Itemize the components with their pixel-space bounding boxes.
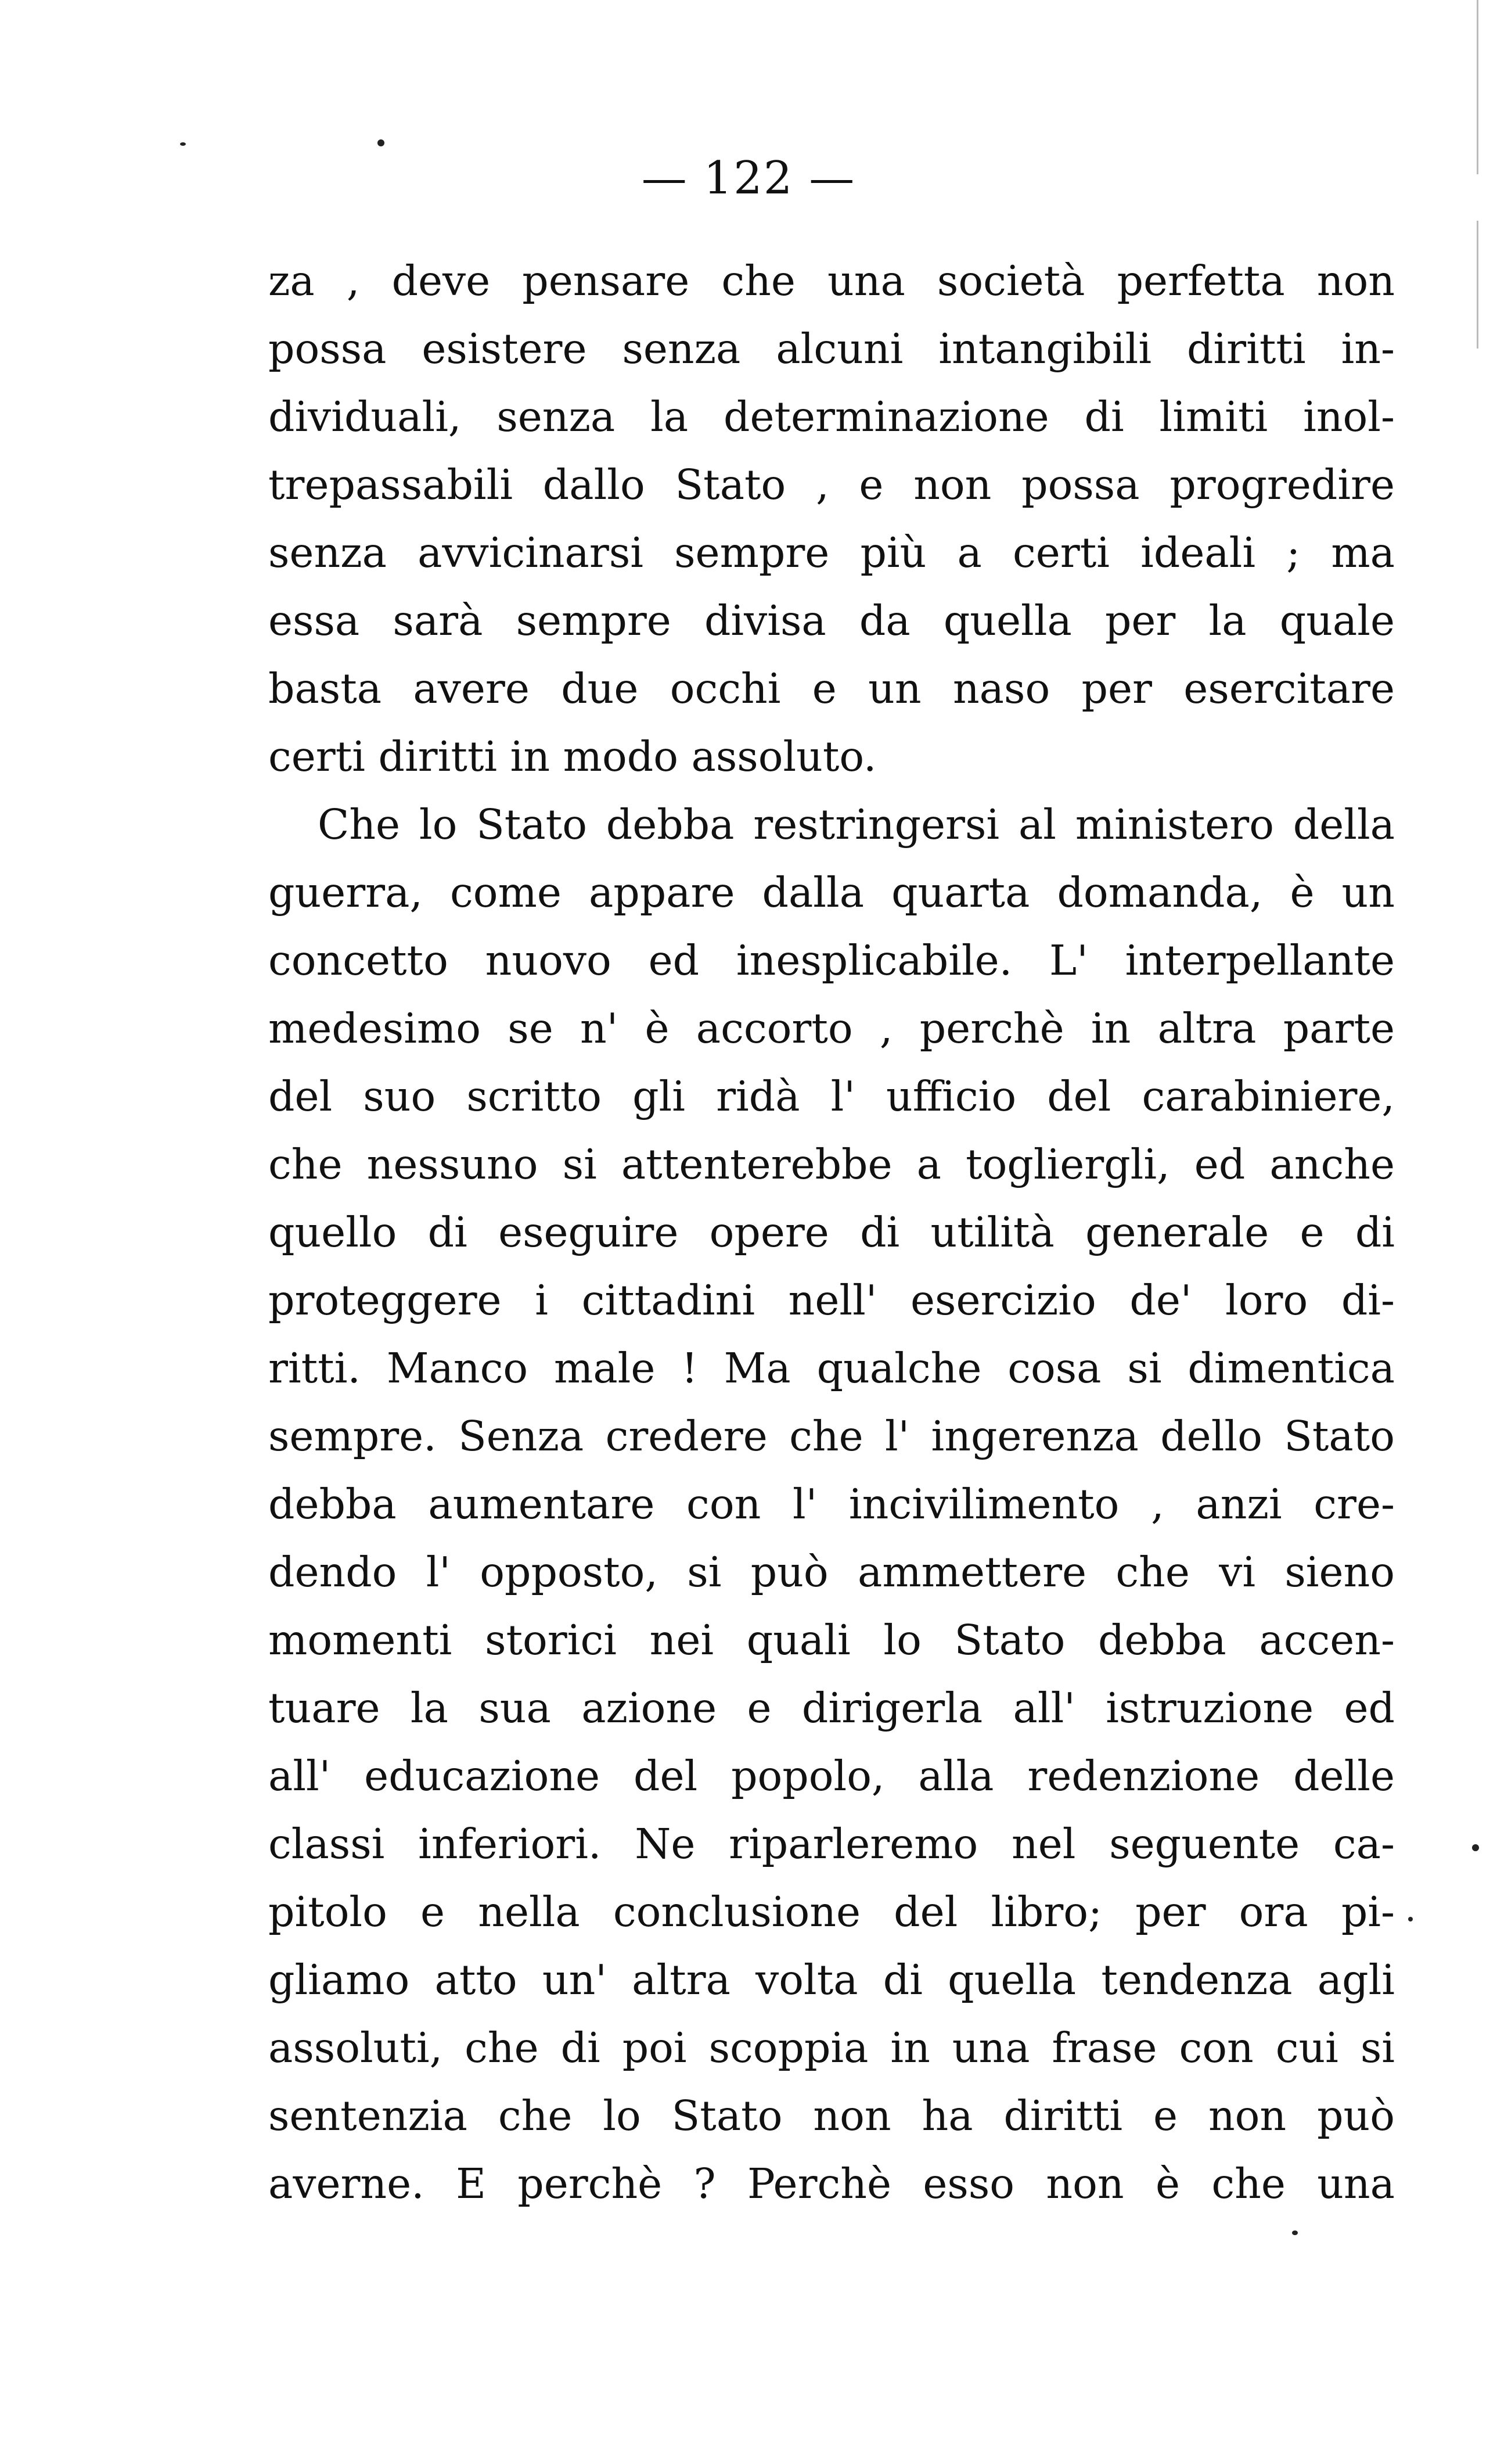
scan-speck — [377, 139, 384, 146]
text-line: essa sarà sempre divisa da quella per la quale — [268, 597, 1395, 645]
text-line: pitolo e nella conclusione del libro; per ora pi- — [268, 1888, 1395, 1936]
text-line: classi inferiori. Ne riparleremo nel seguente ca- — [268, 1820, 1395, 1868]
text-line: proteggere i cittadini nell' esercizio de' loro di- — [268, 1276, 1395, 1324]
scan-speck — [1292, 2230, 1298, 2235]
text-line: guerra, come appare dalla quarta domanda, è un — [268, 868, 1395, 917]
body-text — [268, 247, 1395, 2218]
scan-speck — [1472, 1844, 1479, 1851]
scan-edge-line — [1477, 0, 1478, 174]
text-line: debba aumentare con l' incivilimento , anzi cre- — [268, 1480, 1395, 1528]
text-line: gliamo atto un' altra volta di quella tendenza agli — [268, 1956, 1395, 2004]
text-line: basta avere due occhi e un naso per esercitare — [268, 665, 1395, 713]
scan-speck — [1408, 1917, 1413, 1921]
page-number: — 122 — — [641, 152, 856, 204]
text-line: tuare la sua azione e dirigerla all' istruzione ed — [268, 1684, 1395, 1732]
text-line: possa esistere senza alcuni intangibili diritti in- — [268, 325, 1395, 373]
text-line: sempre. Senza credere che l' ingerenza dello Stato — [268, 1412, 1395, 1460]
text-line: del suo scritto gli ridà l' ufficio del carabiniere, — [268, 1072, 1395, 1120]
text-line: dendo l' opposto, si può ammettere che vi sieno — [268, 1548, 1395, 1596]
text-line: trepassabili dallo Stato , e non possa progredire — [268, 461, 1395, 509]
text-line: medesimo se n' è accorto , perchè in altra parte — [268, 1004, 1395, 1053]
text-line: sentenzia che lo Stato non ha diritti e non può — [268, 2092, 1395, 2140]
text-line: averne. E perchè ? Perchè esso non è che una — [268, 2160, 1395, 2208]
text-line: assoluti, che di poi scoppia in una frase con cui si — [268, 2024, 1395, 2072]
text-line: certi diritti in modo assoluto. — [268, 732, 877, 781]
text-line: senza avvicinarsi sempre più a certi ideali ; ma — [268, 529, 1395, 577]
text-line: za , deve pensare che una società perfetta non — [268, 257, 1395, 305]
scan-edge-line — [1477, 221, 1478, 349]
text-line: all' educazione del popolo, alla redenzione delle — [268, 1752, 1395, 1800]
text-line: momenti storici nei quali lo Stato debba accen- — [268, 1616, 1395, 1664]
text-line: dividuali, senza la determinazione di limiti inol- — [268, 393, 1395, 441]
text-line: concetto nuovo ed inesplicabile. L' interpellante — [268, 936, 1395, 985]
text-line: ritti. Manco male ! Ma qualche cosa si dimentica — [268, 1344, 1395, 1392]
text-line: che nessuno si attenterebbe a togliergli, ed anche — [268, 1140, 1395, 1188]
text-line: quello di eseguire opere di utilità generale e di — [268, 1208, 1395, 1256]
scan-speck — [180, 142, 186, 146]
text-line: Che lo Stato debba restringersi al ministero della — [318, 800, 1395, 849]
